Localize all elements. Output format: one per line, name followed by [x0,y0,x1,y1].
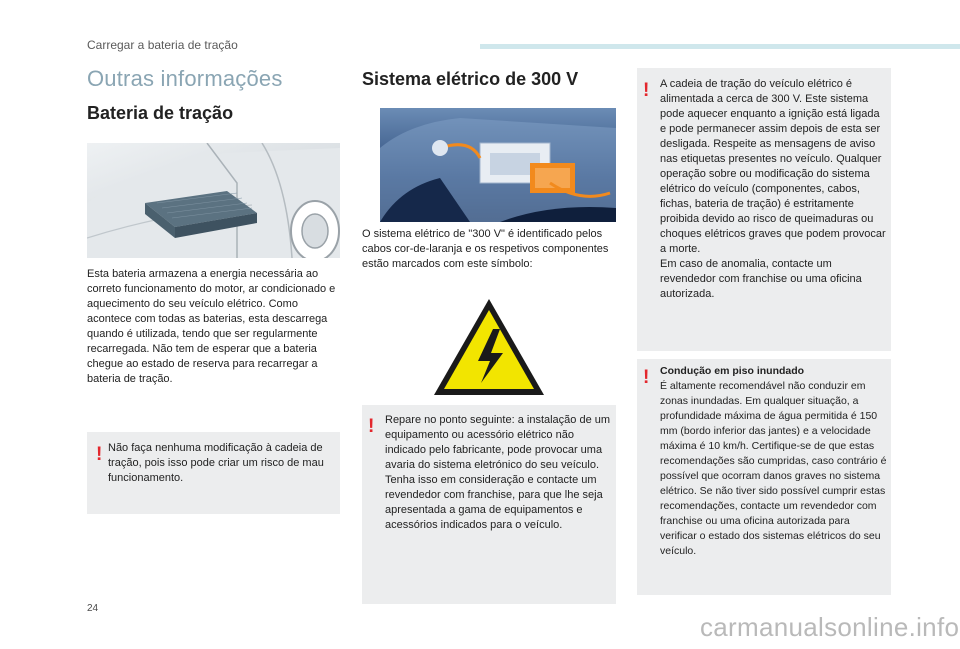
battery-warning-box [87,432,340,514]
flood-warning-text: É altamente recomendável não conduzir em zonas inundadas. Em qualquer situação, a profundidade máxima de água permitida é 150 mm (bordo inferior das jantes) e a velocidade máxima é 10 km/h. Certifique-se de que estas recomendações são cumpridas, caso contrário é possível que ocorram danos graves no sistema elétrico. Se não tiver sido possível cumprir estas recomendações, contacte um revendedor com franchise ou uma oficina autorizada para verificar o estado dos sistemas elétricos do seu veículo. [660,380,887,557]
header-accent-bar [480,44,960,49]
battery-warning-text: Não faça nenhuma modificação à cadeia de tração, pois isso pode criar um risco de mau funcionamento. [108,442,324,484]
running-header: Carregar a bateria de tração [87,38,238,52]
accessory-warning-box [362,405,616,604]
page-number: 24 [87,603,99,614]
electrical-system-illustration [380,108,616,222]
voltage-warning-box [637,68,891,351]
warning-exclamation-icon: ! [368,416,375,437]
flood-warning-title: Condução em piso inundado [660,365,805,377]
accessory-warning-text: Repare no ponto seguinte: a instalação de um equipamento ou acessório elétrico não indicado pelo fabricante, pode provocar uma avaria do sistema eletrónico do seu veículo. Tenha isso em consideração e contacte um revendedor com franchise, para que lhe seja apresentada a gama de equipamentos e acessórios indicados para o veículo. [385,414,611,531]
section-title: Outras informações [87,66,283,91]
warning-exclamation-icon: ! [643,367,650,388]
flood-warning-box [637,359,891,595]
voltage-warning-text: A cadeia de tração do veículo elétrico é alimentada a cerca de 300 V. Este sistema pode aquecer enquanto a ignição está ligada e pode permanecer assim depois de esta ser desligada. Respeite as mensagens de aviso nas etiquetas presentes no veículo. Qualquer operação sobre ou modificação do sistema elétrico do veículo (componentes, cabos, fichas, bateria de tração) é estritamente proibida devido ao risco de queimaduras ou choques elétricos graves que podem provocar a morte. Em caso de anomalia, contacte um revendedor com franchise ou uma oficina autorizada. [660,78,886,300]
high-voltage-triangle-icon [430,295,548,399]
battery-description: Esta bateria armazena a energia necessária ao correto funcionamento do motor, ar condicionado e aquecimento do seu veículo elétrico. Como acontece com todas as baterias, esta descarrega quando é utilizada, tendo que ser regularmente recarregada. Não tem de esperar que a bateria chegue ao estado de reserva para recarregar a bateria de tração. [87,268,336,385]
warning-exclamation-icon: ! [96,444,103,465]
battery-heading: Bateria de tração [87,103,234,123]
electrical-system-description: O sistema elétrico de "300 V" é identificado pelos cabos cor-de-laranja e os respetivos componentes estão marcados com este símbolo: [362,228,609,270]
warning-exclamation-icon: ! [643,80,650,101]
watermark: carmanualsonline.info [700,612,960,642]
traction-battery-illustration [87,143,340,258]
electrical-system-heading: Sistema elétrico de 300 V [362,69,579,89]
